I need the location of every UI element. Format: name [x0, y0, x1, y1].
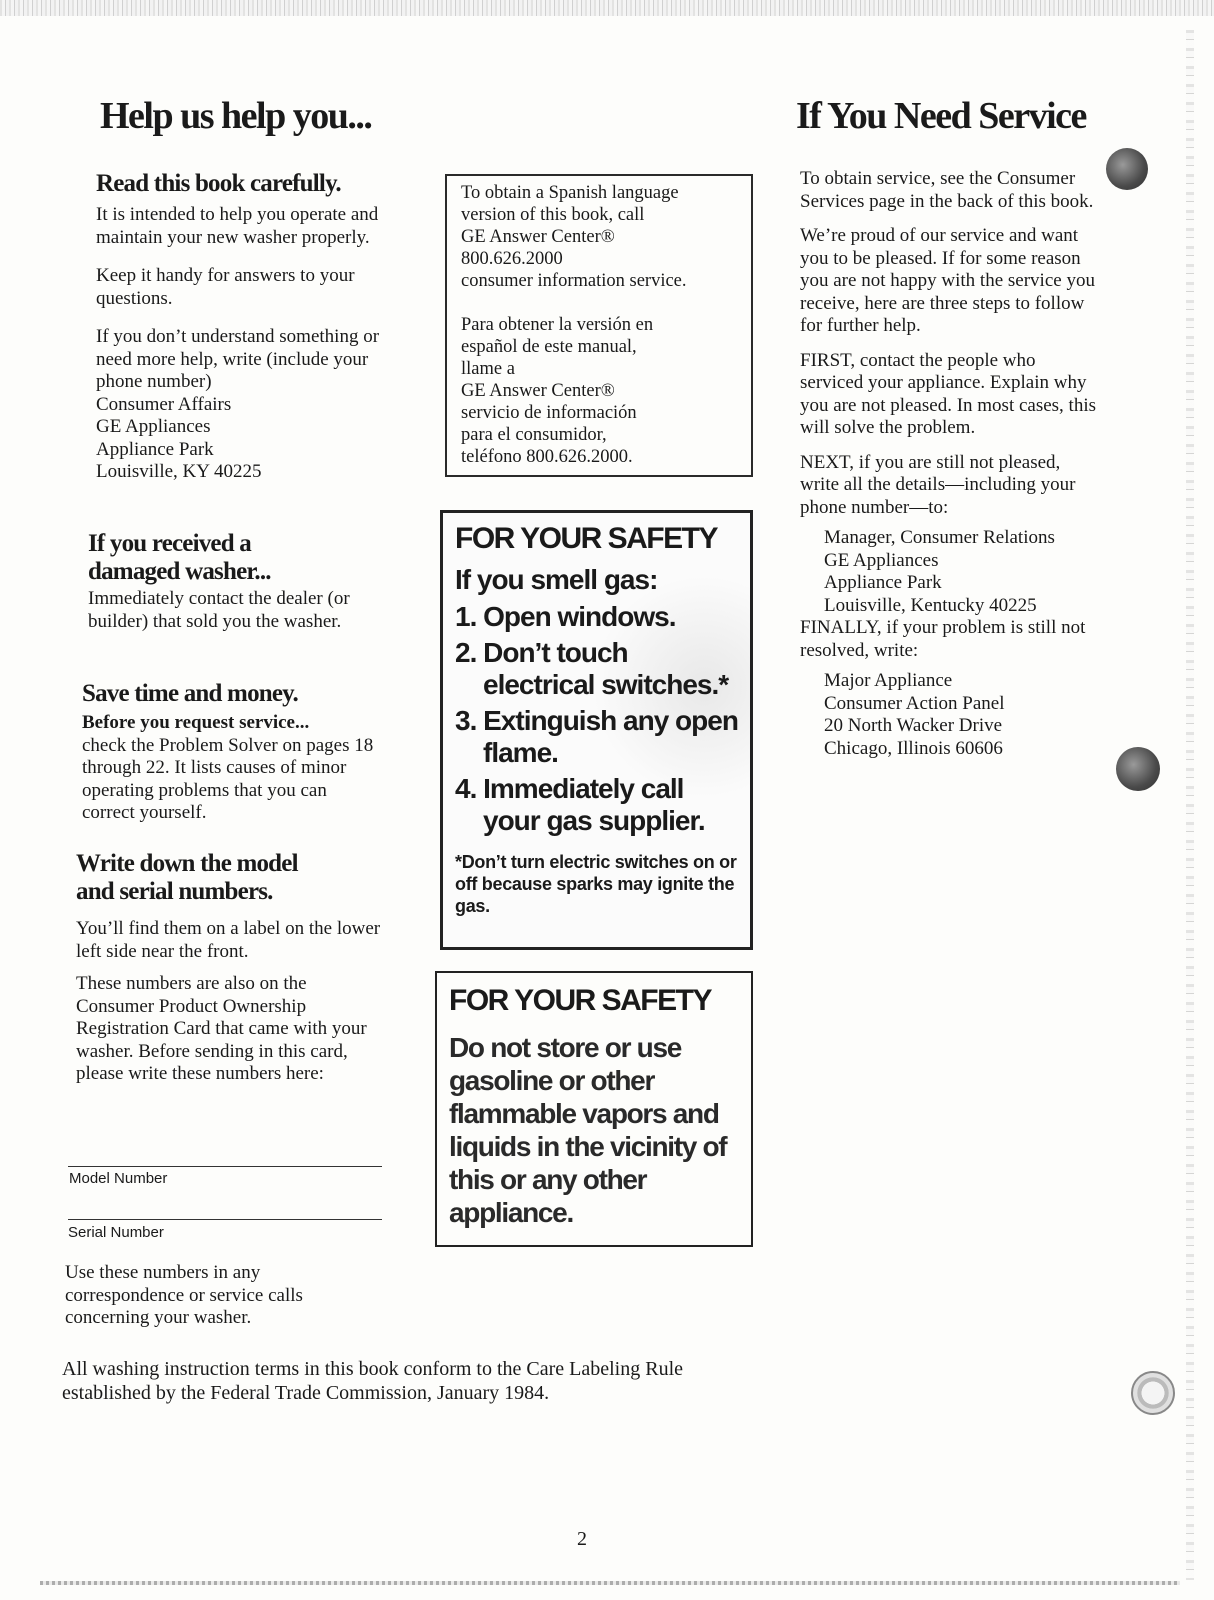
section-model-serial — [76, 850, 386, 1086]
spanish-info-box: To obtain a Spanish language version of this book, call GE Answer Center® 800.626.2000 consumer information service. Para obtener la versión en español de este manual, llame a GE Answer Center® servicio de información para el consumidor, teléfono 800.626.2000. — [445, 174, 753, 477]
heading-damaged-2: damaged washer... — [88, 558, 271, 585]
text-next-step: NEXT, if you are still not pleased, write all the details—including your phone number—to: — [800, 451, 1076, 518]
punch-hole-icon — [1116, 747, 1160, 791]
serial-number-line — [68, 1219, 382, 1220]
text-contact-dealer: Immediately contact the dealer (or builder) that sold you the washer. — [88, 588, 350, 632]
text-intended: It is intended to help you operate and maintain your new washer properly. — [96, 204, 379, 248]
safety-gas-subheading: If you smell gas: — [455, 564, 658, 595]
scan-bottom-border — [40, 1581, 1180, 1585]
text-label-location: You’ll find them on a label on the lower left side near the front. — [76, 918, 381, 962]
model-number-line — [68, 1166, 382, 1167]
section-save-time — [82, 680, 382, 825]
page-title-service: If You Need Service — [796, 95, 1086, 137]
text-obtain-service: To obtain service, see the Consumer Services page in the back of this book. — [800, 168, 1094, 212]
section-service — [800, 168, 1100, 760]
section-damaged — [88, 530, 378, 633]
heading-read-book: Read this book carefully. — [96, 170, 341, 197]
footer-care-labeling: All washing instruction terms in this book conform to the Care Labeling Rule established by the Federal Trade Commission, January 1984. — [62, 1358, 684, 1404]
text-proud-service: We’re proud of our service and want you to be pleased. If for some reason you are not happy with the service you receive, here are three steps to follow for further help. — [800, 225, 1095, 336]
safety-step-2: 2. Don’t touch electrical switches.* — [455, 637, 729, 700]
text-first-step: FIRST, contact the people who serviced your appliance. Explain why you are not pleased. In most cases, this will solve the problem. — [800, 349, 1097, 438]
text-before-service: Before you request service... — [82, 712, 310, 733]
safety-gas-box — [440, 510, 753, 950]
safety-gas-heading: FOR YOUR SAFETY — [455, 522, 717, 555]
text-finally-step: FINALLY, if your problem is still not resolved, write: — [800, 617, 1086, 661]
safety-gasoline-box — [435, 971, 753, 1247]
safety-gas-note: *Don’t turn electric switches on or off because sparks may ignite the gas. — [455, 852, 737, 916]
scan-right-border — [1186, 30, 1194, 1580]
serial-number-label: Serial Number — [68, 1224, 164, 1241]
page-title-help: Help us help you... — [100, 95, 372, 137]
text-need-help: If you don’t understand something or need more help, write (include your phone number) — [96, 326, 380, 392]
scan-top-border — [0, 0, 1214, 16]
text-use-numbers: Use these numbers in any correspondence or service calls concerning your washer. — [65, 1262, 303, 1328]
address-consumer-relations: Manager, Consumer Relations GE Appliances Appliance Park Louisville, Kentucky 40225 — [824, 527, 1055, 616]
safety-step-4: 4. Immediately call your gas supplier. — [455, 773, 705, 836]
text-registration-card: These numbers are also on the Consumer Product Ownership Registration Card that came with your washer. Before sending in this card, please write these numbers here: — [76, 973, 367, 1084]
safety-gasoline-heading: FOR YOUR SAFETY — [449, 984, 711, 1017]
safety-step-3: 3. Extinguish any open flame. — [455, 705, 738, 768]
safety-gasoline-text: Do not store or use gasoline or other flammable vapors and liquids in the vicinity of this or any other appliance. — [449, 1032, 727, 1228]
model-number-label: Model Number — [69, 1170, 168, 1187]
text-problem-solver: check the Problem Solver on pages 18 through 22. It lists causes of minor operating problems that you can correct yourself. — [82, 734, 374, 823]
heading-damaged-1: If you received a — [88, 530, 251, 557]
punch-hole-icon — [1106, 148, 1148, 190]
section-read-book — [96, 170, 396, 484]
text-keep-handy: Keep it handy for answers to your questions. — [96, 265, 355, 309]
heading-model-2: and serial numbers. — [76, 878, 273, 905]
safety-step-1: 1. Open windows. — [455, 601, 676, 632]
page-number: 2 — [577, 1528, 587, 1550]
address-action-panel: Major Appliance Consumer Action Panel 20 North Wacker Drive Chicago, Illinois 60606 — [824, 670, 1005, 759]
heading-model-1: Write down the model — [76, 850, 298, 877]
address-consumer-affairs: Consumer Affairs GE Appliances Appliance Park Louisville, KY 40225 — [96, 393, 262, 482]
heading-save-time: Save time and money. — [82, 680, 298, 707]
punch-hole-icon — [1131, 1371, 1175, 1415]
